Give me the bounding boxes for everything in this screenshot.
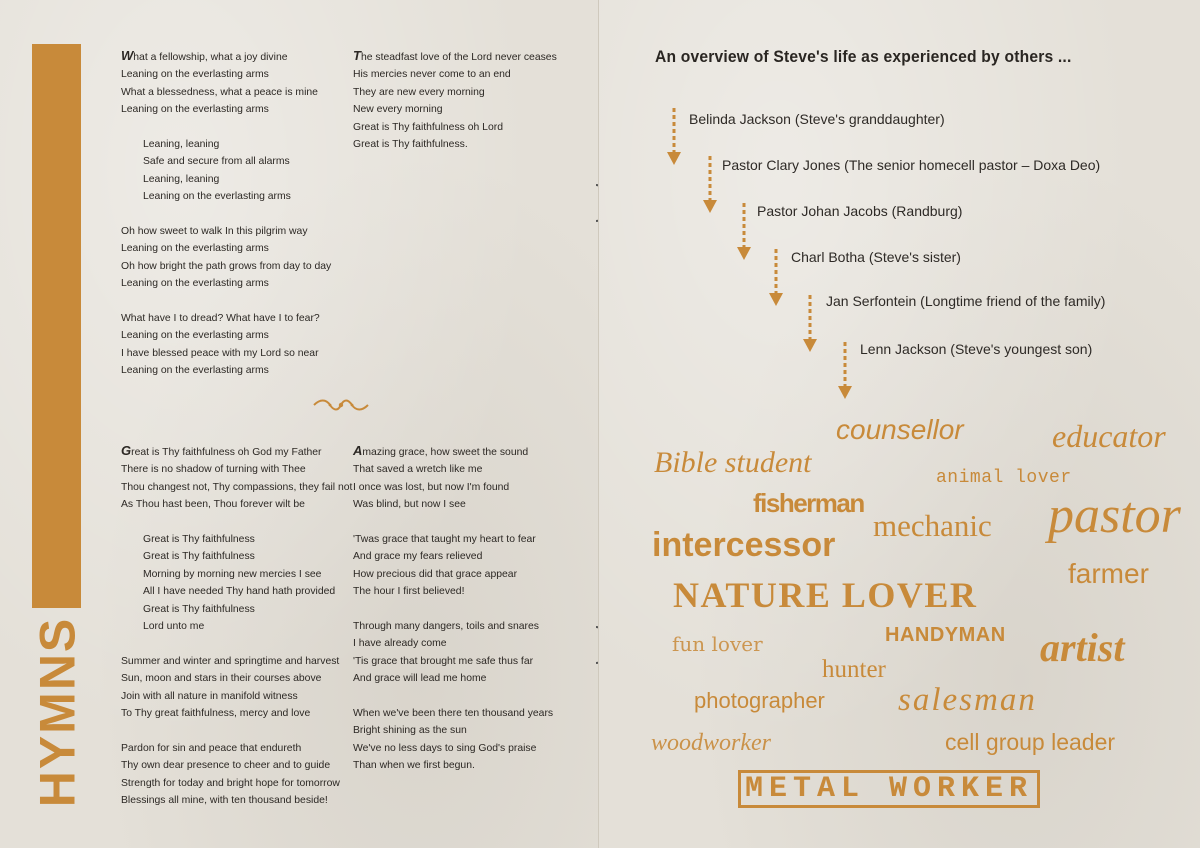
hymn-line: Leaning on the everlasting arms xyxy=(121,278,269,290)
hymn-line: And grace will lead me home xyxy=(353,673,487,685)
hymns-accent-bar xyxy=(32,44,81,608)
hymn-leaning xyxy=(121,47,331,380)
trait-word: fun lover xyxy=(672,632,763,656)
drop-cap: G xyxy=(121,443,132,458)
trait-word: mechanic xyxy=(873,508,992,543)
ornament-divider-icon xyxy=(312,398,370,412)
hymn-line: Blessings all mine, with ten thousand beside! xyxy=(121,795,328,807)
hymn-line: What a blessedness, what a peace is mine xyxy=(121,86,318,98)
stanza-gap xyxy=(353,688,553,705)
hymn-line: All I have needed Thy hand hath provided xyxy=(143,586,336,598)
hymn-line: Great is Thy faithfulness xyxy=(143,551,255,563)
hymn-line: Was blind, but now I see xyxy=(353,499,466,511)
drop-cap: W xyxy=(121,48,134,63)
hymn-line: I once was lost, but now I'm found xyxy=(353,481,510,493)
speaker-item: Charl Botha (Steve's sister) xyxy=(791,249,961,265)
hymn-steadfast-love xyxy=(353,47,557,153)
trait-word: photographer xyxy=(694,688,825,713)
hymn-line: Oh how bright the path grows from day to day xyxy=(121,260,332,272)
trait-word: intercessor xyxy=(652,526,836,564)
hymn-line: Leaning, leaning xyxy=(143,139,220,151)
trait-word: artist xyxy=(1040,625,1125,670)
hymn-line: What a fellowship, what a joy divine xyxy=(121,48,288,63)
trait-word: counsellor xyxy=(836,414,964,445)
dashed-arrow-down-icon xyxy=(703,156,717,214)
hymn-line: Lord unto me xyxy=(143,621,205,633)
trait-word: fisherman xyxy=(753,488,864,518)
hymn-line: Sun, moon and stars in their courses above xyxy=(121,673,322,685)
hymn-line: Thou changest not, Thy compassions, they fail not xyxy=(121,481,353,493)
dashed-arrow-down-icon xyxy=(737,203,751,261)
hymn-line: Leaning on the everlasting arms xyxy=(121,69,269,81)
speaker-item: Pastor Clary Jones (The senior homecell pastor – Doxa Deo) xyxy=(722,157,1101,173)
overview-title: An overview of Steve's life as experienced by others ... xyxy=(655,47,1072,66)
trait-word: educator xyxy=(1052,418,1166,454)
hymn-line: How precious did that grace appear xyxy=(353,568,518,580)
drop-cap: T xyxy=(353,48,361,63)
hymn-line: When we've been there ten thousand years xyxy=(353,708,554,720)
hymn-line: To Thy great faithfulness, mercy and love xyxy=(121,708,311,720)
hymn-line: Great is Thy faithfulness xyxy=(143,534,255,546)
hymn-line: As Thou hast been, Thou forever wilt be xyxy=(121,499,305,511)
hymn-line: His mercies never come to an end xyxy=(353,69,511,81)
hymn-line: I have blessed peace with my Lord so near xyxy=(121,347,319,359)
stanza-gap xyxy=(121,293,331,310)
trait-word: Bible student xyxy=(654,446,812,479)
stanza-gap xyxy=(121,635,352,652)
hymn-line: They are new every morning xyxy=(353,86,485,98)
hymn-line: Pardon for sin and peace that endureth xyxy=(121,742,302,754)
stanza-gap xyxy=(121,119,331,136)
hymn-line: Leaning, leaning xyxy=(143,173,220,185)
hymn-line: Strength for today and bright hope for tomorrow xyxy=(121,777,340,789)
trait-word: cell group leader xyxy=(945,729,1116,755)
hymn-line: Through many dangers, toils and snares xyxy=(353,621,539,633)
hymns-section-title: HYMNS xyxy=(29,616,86,808)
hymn-line: What have I to dread? What have I to fear? xyxy=(121,313,320,325)
hymn-line: And grace my fears relieved xyxy=(353,551,483,563)
hymn-line: Oh how sweet to walk In this pilgrim way xyxy=(121,226,308,238)
hymn-line: I have already come xyxy=(353,638,447,650)
hymn-line: Leaning on the everlasting arms xyxy=(121,365,269,377)
hymn-line: 'Twas grace that taught my heart to fear xyxy=(353,534,536,546)
hymn-line: New every morning xyxy=(353,104,443,116)
hymn-line: Amazing grace, how sweet the sound xyxy=(353,443,529,458)
hymn-line: We've no less days to sing God's praise xyxy=(353,742,537,754)
dashed-arrow-down-icon xyxy=(769,249,783,307)
trait-word: animal lover xyxy=(936,468,1072,488)
hymn-line: Leaning on the everlasting arms xyxy=(121,104,269,116)
hymn-line: The hour I first believed! xyxy=(353,586,465,598)
dashed-arrow-down-icon xyxy=(803,295,817,353)
hymn-line: Join with all nature in manifold witness xyxy=(121,690,298,702)
trait-word: farmer xyxy=(1068,558,1149,589)
stanza-gap xyxy=(353,514,553,531)
hymn-line: There is no shadow of turning with Thee xyxy=(121,464,306,476)
hymns-section-title-wrap xyxy=(25,612,89,812)
trait-word: HANDYMAN xyxy=(885,624,1006,646)
hymn-line: Great is Thy faithfulness oh God my Father xyxy=(121,443,322,458)
hymn-line: Safe and secure from all alarms xyxy=(143,156,290,168)
hymn-line: Summer and winter and springtime and harvest xyxy=(121,655,340,667)
stanza-gap xyxy=(121,514,352,531)
hymn-line: That saved a wretch like me xyxy=(353,464,483,476)
hymn-line: Great is Thy faithfulness. xyxy=(353,139,468,151)
trait-word: METAL WORKER xyxy=(738,770,1040,808)
hymn-line: Thy own dear presence to cheer and to guide xyxy=(121,760,331,772)
hymn-line: Than when we first begun. xyxy=(353,760,475,772)
hymn-line: Bright shining as the sun xyxy=(353,725,467,737)
trait-word: salesman xyxy=(898,682,1037,718)
trait-word: hunter xyxy=(822,656,886,683)
trait-word: pastor xyxy=(1048,487,1181,544)
trait-word: woodworker xyxy=(651,730,771,756)
stanza-gap xyxy=(353,601,553,618)
dashed-arrow-down-icon xyxy=(667,108,681,166)
hymn-line: Leaning on the everlasting arms xyxy=(121,243,269,255)
hymn-line: Great is Thy faithfulness xyxy=(143,603,255,615)
speaker-item: Pastor Johan Jacobs (Randburg) xyxy=(757,203,963,219)
hymn-great-is-thy-faithfulness xyxy=(121,442,352,809)
stanza-gap xyxy=(121,206,331,223)
speaker-item: Belinda Jackson (Steve's granddaughter) xyxy=(689,111,945,127)
speaker-item: Jan Serfontein (Longtime friend of the family) xyxy=(826,293,1106,309)
left-page xyxy=(0,0,598,848)
hymn-line: Morning by morning new mercies I see xyxy=(143,568,322,580)
stanza-gap xyxy=(121,722,352,739)
hymn-amazing-grace xyxy=(353,442,553,775)
hymn-line: Leaning on the everlasting arms xyxy=(121,330,269,342)
hymn-line: The steadfast love of the Lord never ceases xyxy=(353,48,557,63)
hymn-line: Great is Thy faithfulness oh Lord xyxy=(353,121,503,133)
trait-word: NATURE LOVER xyxy=(673,575,978,615)
dashed-arrow-down-icon xyxy=(838,342,852,400)
speaker-item: Lenn Jackson (Steve's youngest son) xyxy=(860,341,1093,357)
drop-cap: A xyxy=(353,443,363,458)
hymn-line: 'Tis grace that brought me safe thus far xyxy=(353,655,534,667)
hymn-line: Leaning on the everlasting arms xyxy=(143,191,291,203)
